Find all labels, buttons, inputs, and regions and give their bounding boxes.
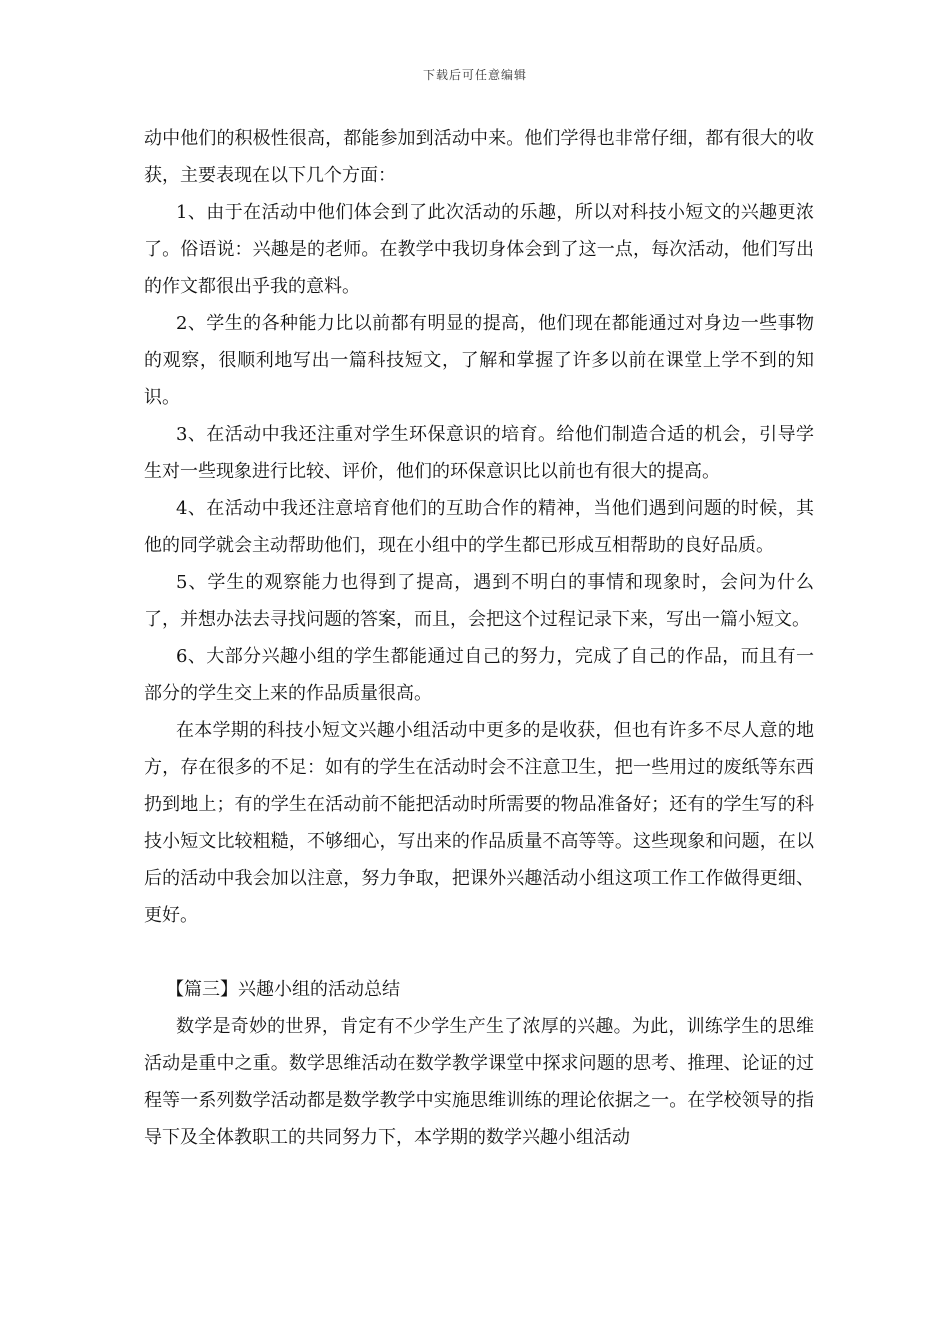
paragraph-summary: 在本学期的科技小短文兴趣小组活动中更多的是收获，但也有许多不尽人意的地方，存在很多的不足：如有的学生在活动时会不注意卫生，把一些用过的废纸等东西扔到地上；有的学生在活动前不能把活动时所需要的物品准备好；还有的学生写的科技小短文比较粗糙，不够细心，写出来的作品质量不高等等。这些现象和问题，在以后的活动中我会加以注意，努力争取，把课外兴趣活动小组这项工作工作做得更细、更好。 xyxy=(144,720,814,926)
document-body xyxy=(144,120,814,1156)
page-header: 下载后可任意编辑 xyxy=(422,68,527,82)
section-title: 【篇三】兴趣小组的活动总结 xyxy=(166,979,400,1000)
paragraph-item-6: 6、大部分兴趣小组的学生都能通过自己的努力，完成了自己的作品，而且有一部分的学生交上来的作品质量很高。 xyxy=(144,646,814,704)
paragraph-item-4: 4、在活动中我还注意培育他们的互助合作的精神，当他们遇到问题的时候，其他的同学就会主动帮助他们，现在小组中的学生都已形成互相帮助的良好品质。 xyxy=(144,498,814,556)
section-spacer xyxy=(144,934,814,971)
paragraph-section-three: 数学是奇妙的世界，肯定有不少学生产生了浓厚的兴趣。为此，训练学生的思维活动是重中之重。数学思维活动在数学教学课堂中探求问题的思考、推理、论证的过程等一系列数学活动都是数学教学中实施思维训练的理论依据之一。在学校领导的指导下及全体教职工的共同努力下，本学期的数学兴趣小组活动 xyxy=(144,1016,814,1148)
paragraph-item-5: 5、学生的观察能力也得到了提高，遇到不明白的事情和现象时，会问为什么了，并想办法去寻找问题的答案，而且，会把这个过程记录下来，写出一篇小短文。 xyxy=(144,572,814,630)
paragraph-item-1: 1、由于在活动中他们体会到了此次活动的乐趣，所以对科技小短文的兴趣更浓了。俗语说：兴趣是的老师。在教学中我切身体会到了这一点，每次活动，他们写出的作文都很出乎我的意料。 xyxy=(144,202,814,297)
paragraph-item-2: 2、学生的各种能力比以前都有明显的提高，他们现在都能通过对身边一些事物的观察，很顺利地写出一篇科技短文，了解和掌握了许多以前在课堂上学不到的知识。 xyxy=(144,313,814,408)
paragraph-continuation: 动中他们的积极性很高，都能参加到活动中来。他们学得也非常仔细，都有很大的收获，主要表现在以下几个方面： xyxy=(144,128,814,186)
paragraph-item-3: 3、在活动中我还注重对学生环保意识的培育。给他们制造合适的机会，引导学生对一些现象进行比较、评价，他们的环保意识比以前也有很大的提高。 xyxy=(144,424,814,482)
